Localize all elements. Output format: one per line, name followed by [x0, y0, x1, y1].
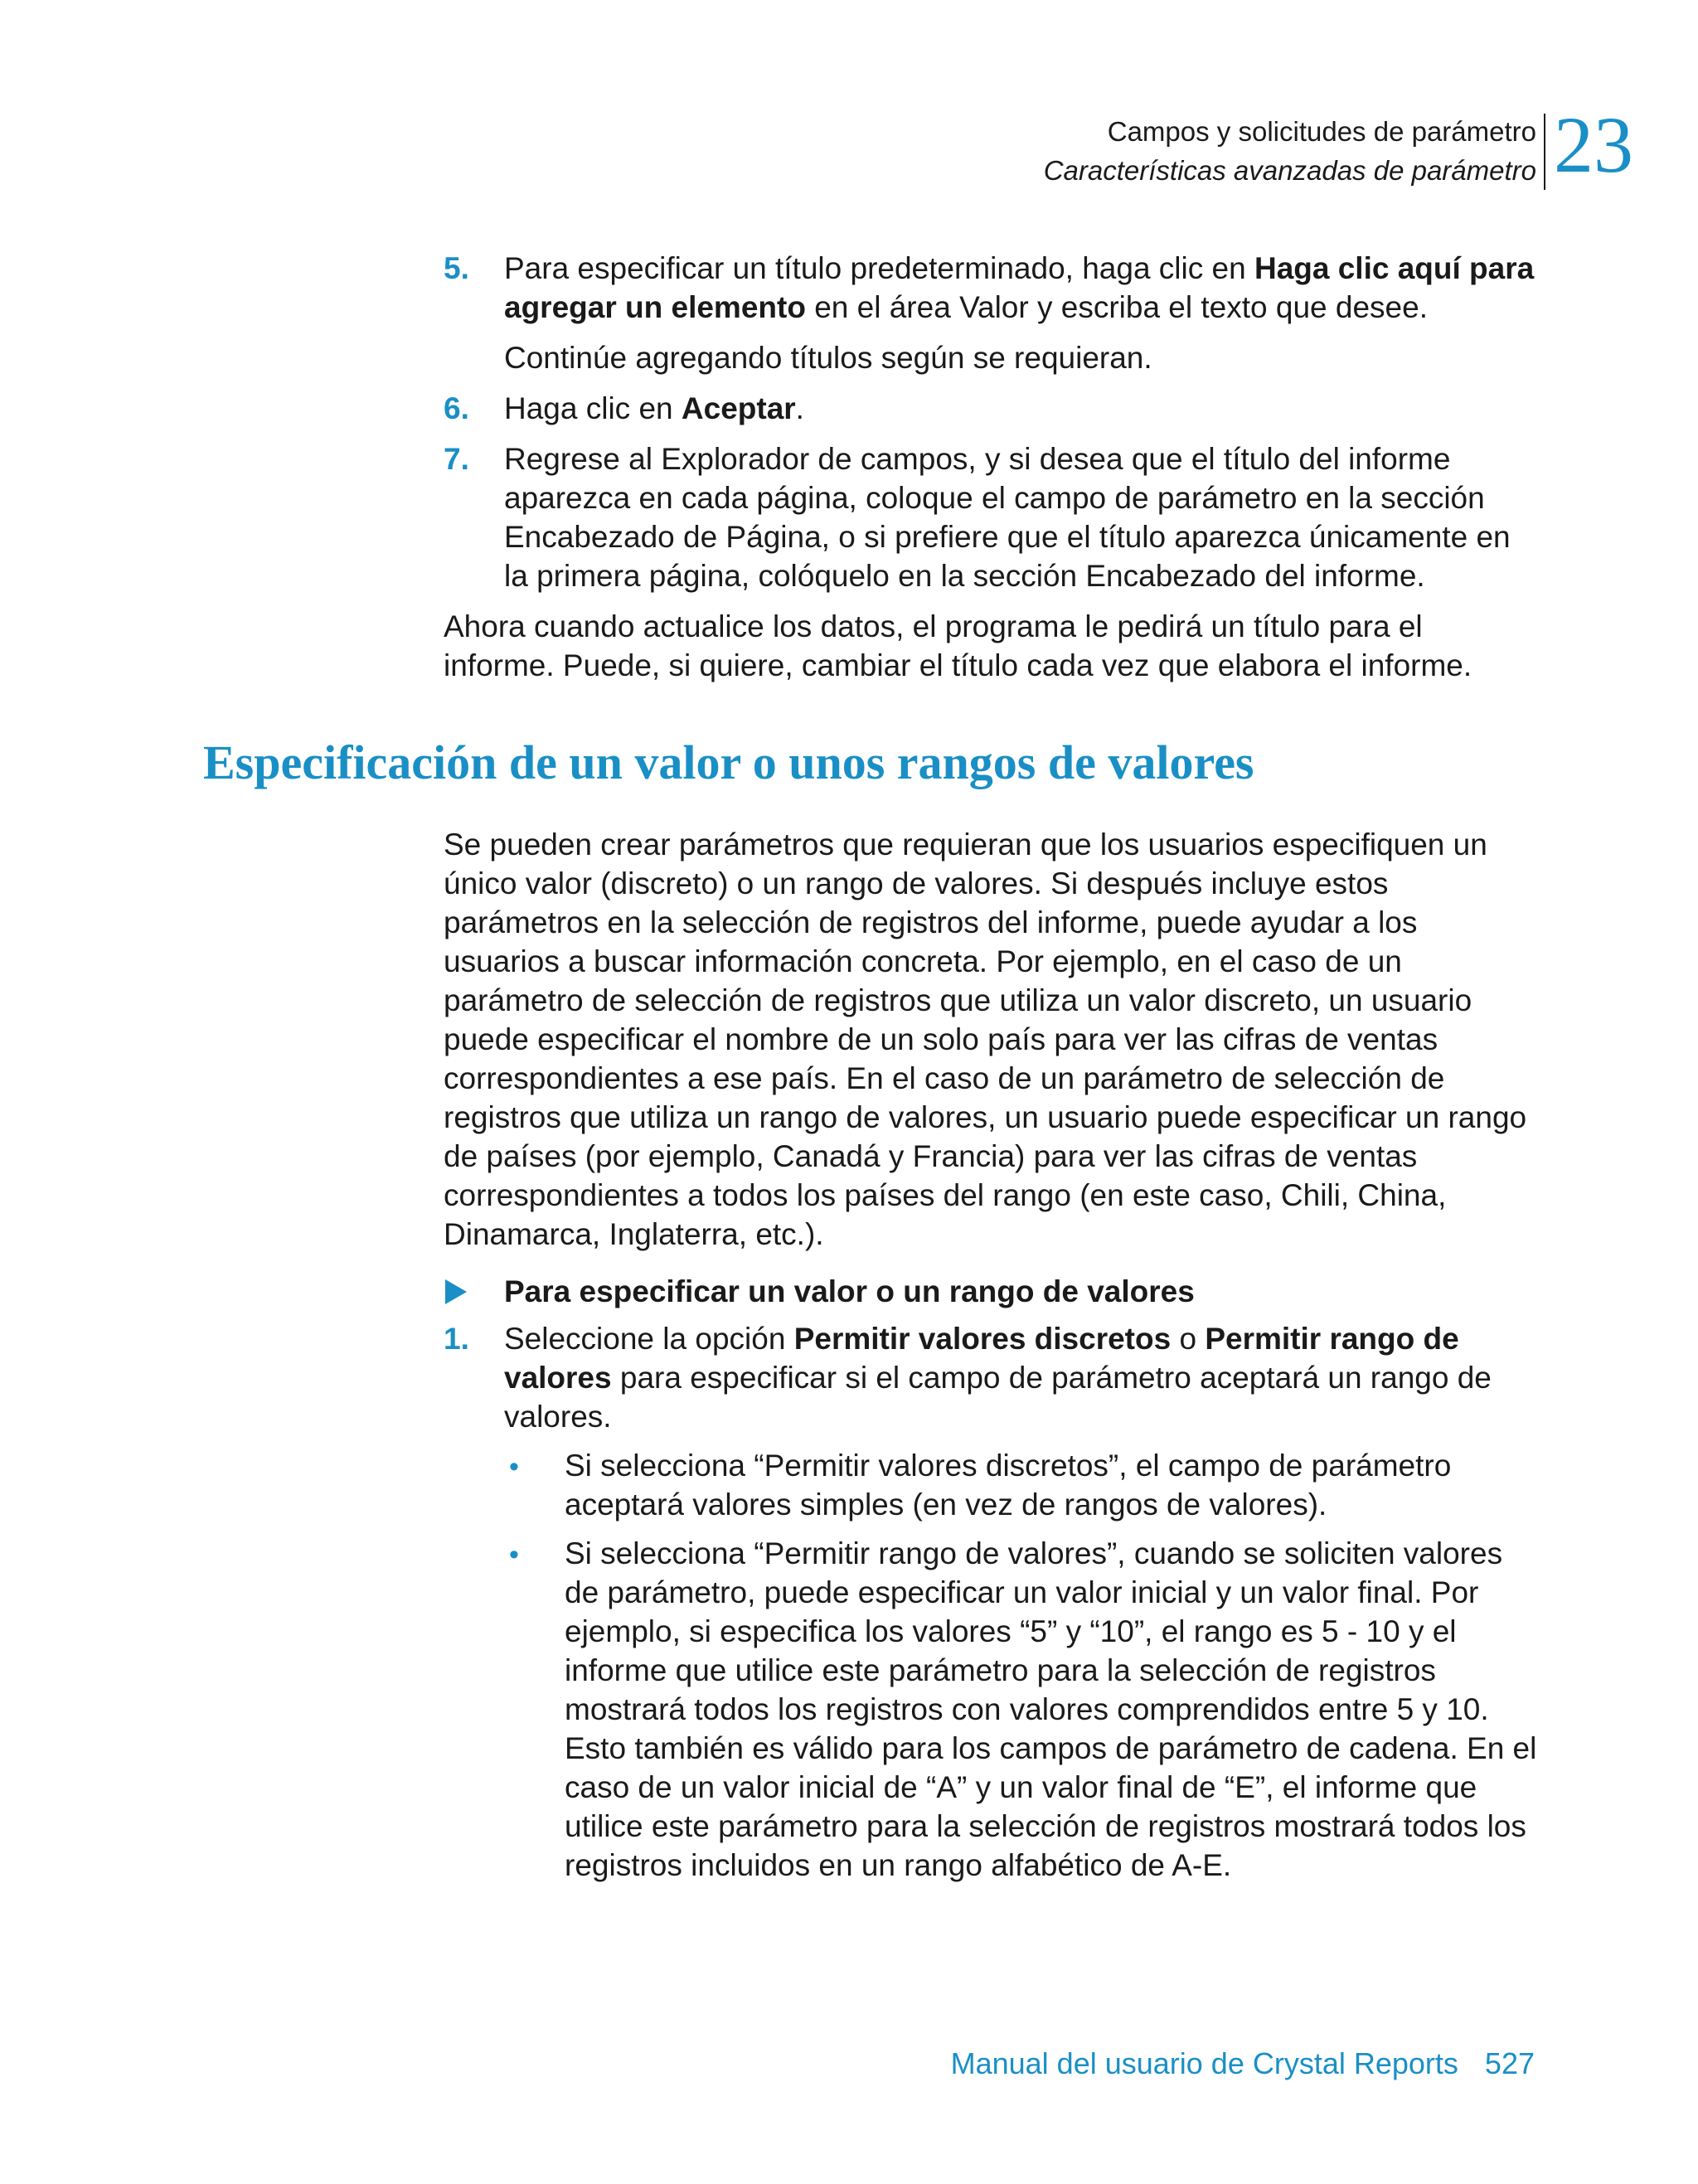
step-text — [504, 1319, 1538, 1436]
steps-top — [444, 249, 1538, 696]
step-bold-label: Permitir valores discretos — [793, 1322, 1172, 1356]
step-text — [504, 389, 1538, 428]
header-chapter-title: Campos y solicitudes de parámetro — [1107, 116, 1536, 147]
chapter-number: 23 — [1554, 100, 1633, 189]
step-text-part: Para especificar un título predeterminado, haga clic en — [504, 251, 1254, 285]
step-7 — [444, 439, 1538, 595]
bullet-item — [504, 1534, 1538, 1885]
running-header — [0, 100, 1698, 195]
step-text — [504, 249, 1538, 327]
step-text: Regrese al Explorador de campos, y si desea que el título del informe aparezca en cada página, coloque el campo de parámetro en la sección Encabezado de Página, o si prefiere que el título aparezca únicamente en la primera página, colóquelo en la sección Encabezado del informe. — [504, 442, 1511, 593]
closing-paragraph: Ahora cuando actualice los datos, el programa le pedirá un título para el informe. Puede, si quiere, cambiar el título cada vez que elabora el informe. — [444, 609, 1472, 682]
step-bold-label: Haga clic aquí para agregar un elemento — [504, 251, 1535, 324]
step-text-part: . — [795, 391, 804, 425]
bullet-dot-icon: • — [509, 1539, 519, 1570]
step-number: 1. — [444, 1322, 469, 1356]
step-text-part: o — [1171, 1322, 1206, 1356]
step-number: 5. — [444, 251, 469, 285]
step-number: 7. — [444, 442, 469, 476]
step-1 — [444, 1319, 1538, 1885]
step-text-part: Haga clic en — [504, 391, 682, 425]
procedure-title: Para especificar un valor o un rango de valores — [504, 1274, 1195, 1308]
page-footer — [951, 2044, 1535, 2084]
footer-title: Manual del usuario de Crystal Reports — [950, 2046, 1458, 2080]
triangle-arrow-icon — [445, 1279, 467, 1304]
header-section-title: Características avanzadas de parámetro — [1043, 155, 1536, 186]
bullet-list — [504, 1446, 1538, 1885]
section-intro: Se pueden crear parámetros que requieran que los usuarios especifiquen un único valor (discreto) o un rango de valores. Si después incluye estos parámetros en la selección de registros del informe, puede ayudar a los usuarios a buscar información concreta. Por ejemplo, en el caso de un parámetro de selección de registros que utiliza un valor discreto, un usuario puede especificar el nombre de un solo país para ver las cifras de ventas correspondientes a ese país. En el caso de un parámetro de selección de registros que utiliza un rango de valores, un usuario puede especificar un rango de países (por ejemplo, Canadá y Francia) para ver las cifras de ventas correspondientes a todos los países del rango (en este caso, Chili, China, Dinamarca, Inglaterra, etc.). — [444, 827, 1527, 1251]
step-text-part: para especificar si el campo de parámetro aceptará un rango de valores. — [504, 1361, 1492, 1434]
step-5 — [444, 249, 1538, 377]
bullet-text: Si selecciona “Permitir valores discretos”, el campo de parámetro aceptará valores simples (en vez de rangos de valores). — [565, 1449, 1452, 1522]
section-heading: Especificación de un valor o unos rangos de valores — [203, 735, 1254, 789]
step-bold-label: Permitir rango de valores — [504, 1322, 1459, 1395]
step-text-part: en el área Valor y escriba el texto que desee. — [805, 290, 1428, 324]
step-6 — [444, 389, 1538, 428]
page-number: 527 — [1484, 2046, 1535, 2080]
section-body — [444, 825, 1538, 1896]
bullet-text: Si selecciona “Permitir rango de valores”, cuando se soliciten valores de parámetro, puede especificar un valor inicial y un valor final. Por ejemplo, si especifica los valores “5” y “10”, el rango es 5 - 10 y el informe que utilice este parámetro para la selección de registros mostrará todos los registros con valores comprendidos entre 5 y 10. Esto también es válido para los campos de parámetro de cadena. En el caso de un valor inicial de “A” y un valor final de “E”, el informe que utilice este parámetro para la selección de registros mostrará todos los registros incluidos en un rango alfabético de A-E. — [565, 1536, 1537, 1882]
procedure-heading — [444, 1272, 1538, 1311]
step-number: 6. — [444, 391, 469, 425]
bullet-dot-icon: • — [509, 1451, 519, 1483]
header-divider — [1544, 114, 1545, 190]
header-text — [1044, 112, 1536, 190]
step-bold-label: Aceptar — [681, 391, 796, 425]
step-text-part: Seleccione la opción — [504, 1322, 794, 1356]
step-continuation: Continúe agregando títulos según se requieran. — [504, 341, 1152, 375]
bullet-item — [504, 1446, 1538, 1524]
